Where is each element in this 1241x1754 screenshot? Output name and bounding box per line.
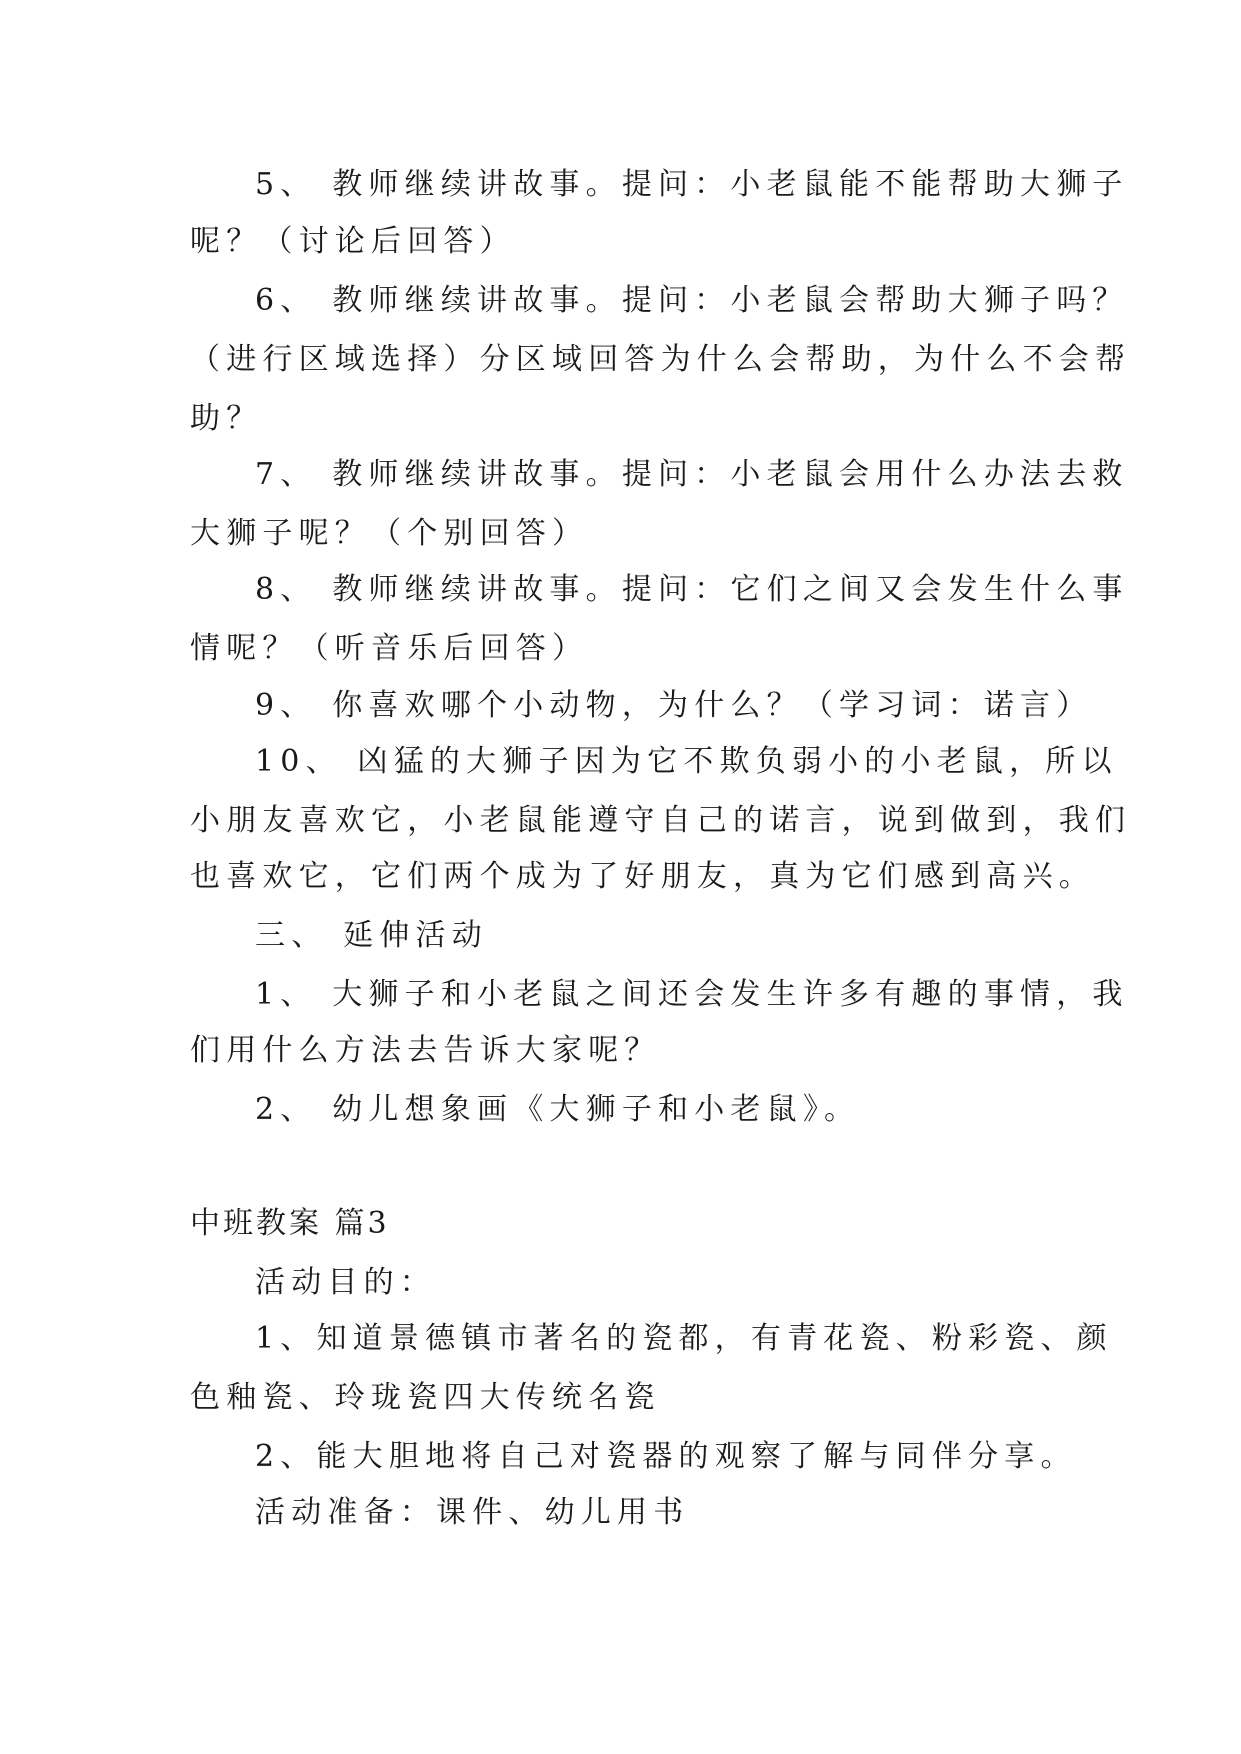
paragraph-line: 8、 教师继续讲故事。提问：它们之间又会发生什么事: [255, 572, 1129, 607]
paragraph-line: 5、 教师继续讲故事。提问：小老鼠能不能帮助大狮子: [255, 167, 1129, 202]
paragraph-line: 6、 教师继续讲故事。提问：小老鼠会帮助大狮子吗？: [255, 283, 1129, 318]
paragraph-line: 1、知道景德镇市著名的瓷都，有青花瓷、粉彩瓷、颜: [255, 1321, 1113, 1356]
paragraph-line: 呢？（讨论后回答）: [190, 224, 516, 259]
paragraph-line: 大狮子呢？（个别回答）: [190, 516, 589, 551]
paragraph-line: 色釉瓷、玲珑瓷四大传统名瓷: [190, 1380, 661, 1415]
paragraph-line: 10、 凶猛的大狮子因为它不欺负弱小的小老鼠，所以: [255, 744, 1118, 779]
paragraph-line: 们用什么方法去告诉大家呢？: [190, 1033, 661, 1068]
paragraph-line: 2、 幼儿想象画《大狮子和小老鼠》。: [255, 1092, 861, 1127]
paragraph-line: 助？: [190, 401, 263, 436]
paragraph-line: 小朋友喜欢它，小老鼠能遵守自己的诺言，说到做到，我们: [190, 803, 1132, 838]
paragraph-line: （进行区域选择）分区域回答为什么会帮助，为什么不会帮: [190, 342, 1132, 377]
paragraph-line: 活动目的：: [255, 1265, 436, 1300]
paragraph-line: 2、能大胆地将自己对瓷器的观察了解与同伴分享。: [255, 1439, 1077, 1474]
paragraph-line: 9、 你喜欢哪个小动物，为什么？（学习词：诺言）: [255, 688, 1093, 723]
paragraph-line: 活动准备：课件、幼儿用书: [255, 1495, 690, 1530]
paragraph-line: 也喜欢它，它们两个成为了好朋友，真为它们感到高兴。: [190, 859, 1095, 894]
paragraph-line: 情呢？（听音乐后回答）: [190, 631, 589, 666]
document-title: 中班教案 篇3: [190, 1206, 390, 1241]
paragraph-line: 7、 教师继续讲故事。提问：小老鼠会用什么办法去救: [255, 457, 1129, 492]
paragraph-line: 1、 大狮子和小老鼠之间还会发生许多有趣的事情，我: [255, 977, 1129, 1012]
section-heading: 三、 延伸活动: [255, 918, 488, 953]
